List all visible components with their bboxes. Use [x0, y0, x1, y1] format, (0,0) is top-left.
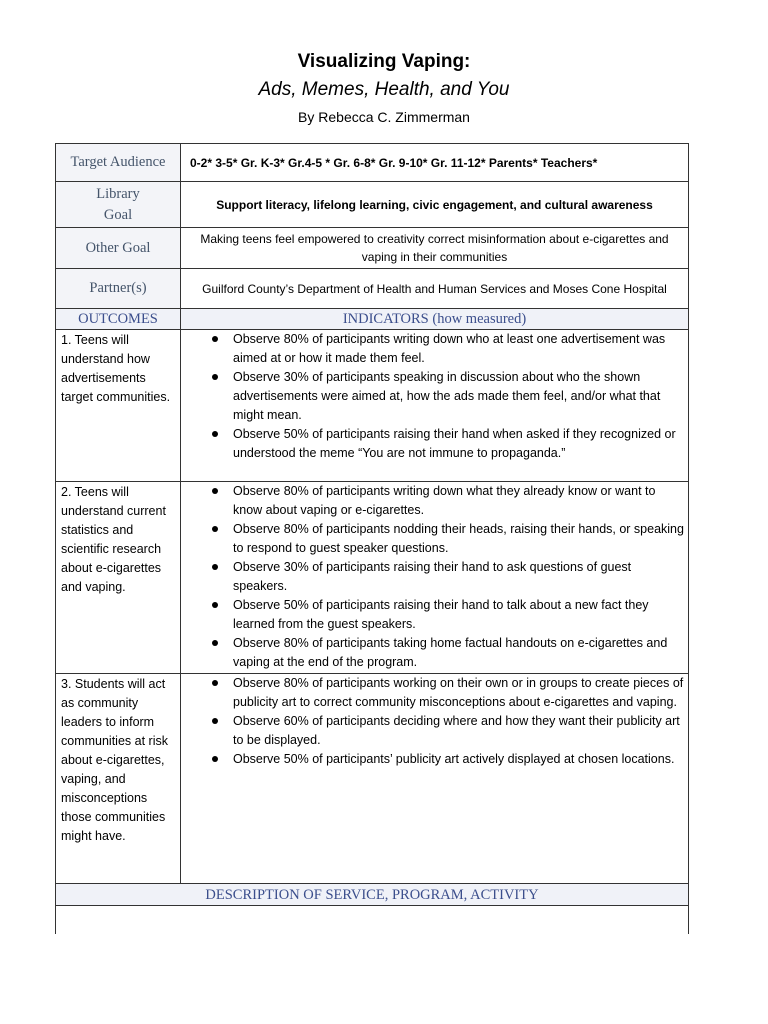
- target-audience-row: [56, 144, 689, 182]
- outcomes-header: OUTCOMES: [56, 309, 181, 330]
- bullet-icon: [212, 526, 218, 532]
- indicators-cell: [181, 330, 689, 482]
- description-header-row: [56, 884, 689, 906]
- column-header-row: [56, 309, 689, 330]
- indicator-item: Observe 30% of participants speaking in discussion about who the shown advertisements were aimed at, how the ads made them feel, and/or what that might mean.: [181, 368, 684, 425]
- bullet-icon: [212, 680, 218, 686]
- outcome-text: 3. Students will act as community leaders to inform communities at risk about e-cigarettes, vaping, and misconceptions those communities might have.: [56, 674, 181, 884]
- indicator-item: Observe 80% of participants writing down what they already know or want to know about vaping or e-cigarettes.: [181, 482, 684, 520]
- bullet-icon: [212, 374, 218, 380]
- outcome-row: [56, 330, 689, 482]
- bullet-icon: [212, 756, 218, 762]
- partners-value: Guilford County’s Department of Health and Human Services and Moses Cone Hospital: [181, 269, 689, 309]
- indicator-item: Observe 80% of participants nodding their heads, raising their hands, or speaking to respond to guest speaker questions.: [181, 520, 684, 558]
- bullet-icon: [212, 488, 218, 494]
- outcome-text: 2. Teens will understand current statistics and scientific research about e-cigarettes and vaping.: [56, 482, 181, 674]
- bullet-icon: [212, 431, 218, 437]
- indicator-list: [181, 330, 684, 463]
- bullet-icon: [212, 640, 218, 646]
- bullet-icon: [212, 718, 218, 724]
- indicator-item: Observe 50% of participants’ publicity art actively displayed at chosen locations.: [181, 750, 684, 769]
- other-goal-row: [56, 228, 689, 269]
- description-body-row: [56, 906, 689, 935]
- indicator-item: Observe 80% of participants taking home factual handouts on e-cigarettes and vaping at the end of the program.: [181, 634, 684, 672]
- outcome-row: [56, 674, 689, 884]
- document-subtitle: Ads, Memes, Health, and You: [258, 79, 510, 100]
- library-goal-value: Support literacy, lifelong learning, civic engagement, and cultural awareness: [181, 182, 689, 228]
- document-header: [0, 48, 768, 128]
- other-goal-value: Making teens feel empowered to creativity correct misinformation about e-cigarettes and vaping in their communities: [181, 228, 689, 269]
- indicator-item: Observe 80% of participants writing down who at least one advertisement was aimed at or how it made them feel.: [181, 330, 684, 368]
- indicator-item: Observe 50% of participants raising their hand when asked if they recognized or understood the meme “You are not immune to propaganda.”: [181, 425, 684, 463]
- indicator-list: [181, 482, 684, 672]
- partners-label: Partner(s): [56, 269, 181, 309]
- indicators-cell: [181, 674, 689, 884]
- outcome-row: [56, 482, 689, 674]
- target-audience-label: Target Audience: [56, 144, 181, 182]
- other-goal-label: Other Goal: [56, 228, 181, 269]
- document-title: Visualizing Vaping:: [297, 51, 471, 72]
- library-goal-row: [56, 182, 689, 228]
- description-heading: DESCRIPTION OF SERVICE, PROGRAM, ACTIVITY: [56, 884, 689, 906]
- indicator-item: Observe 80% of participants working on their own or in groups to create pieces of publicity art to correct community misconceptions about e-cigarettes and vaping.: [181, 674, 684, 712]
- indicators-header: INDICATORS (how measured): [181, 309, 689, 330]
- indicators-cell: [181, 482, 689, 674]
- description-body: [56, 906, 689, 935]
- library-goal-label-line2: Goal: [103, 206, 133, 223]
- partners-row: [56, 269, 689, 309]
- library-goal-label: [56, 182, 181, 228]
- bullet-icon: [212, 564, 218, 570]
- indicator-item: Observe 60% of participants deciding where and how they want their publicity art to be displayed.: [181, 712, 684, 750]
- document-author: By Rebecca C. Zimmerman: [298, 109, 470, 125]
- target-audience-value: 0-2* 3-5* Gr. K-3* Gr.4-5 * Gr. 6-8* Gr. 9-10* Gr. 11-12* Parents* Teachers*: [181, 144, 689, 182]
- library-goal-label-line1: Library: [96, 185, 140, 202]
- indicator-item: Observe 50% of participants raising their hand to talk about a new fact they learned from the guest speakers.: [181, 596, 684, 634]
- outcome-text: 1. Teens will understand how advertisements target communities.: [56, 330, 181, 482]
- bullet-icon: [212, 602, 218, 608]
- bullet-icon: [212, 336, 218, 342]
- program-plan-table: [55, 143, 689, 934]
- indicator-list: [181, 674, 684, 769]
- indicator-item: Observe 30% of participants raising their hand to ask questions of guest speakers.: [181, 558, 684, 596]
